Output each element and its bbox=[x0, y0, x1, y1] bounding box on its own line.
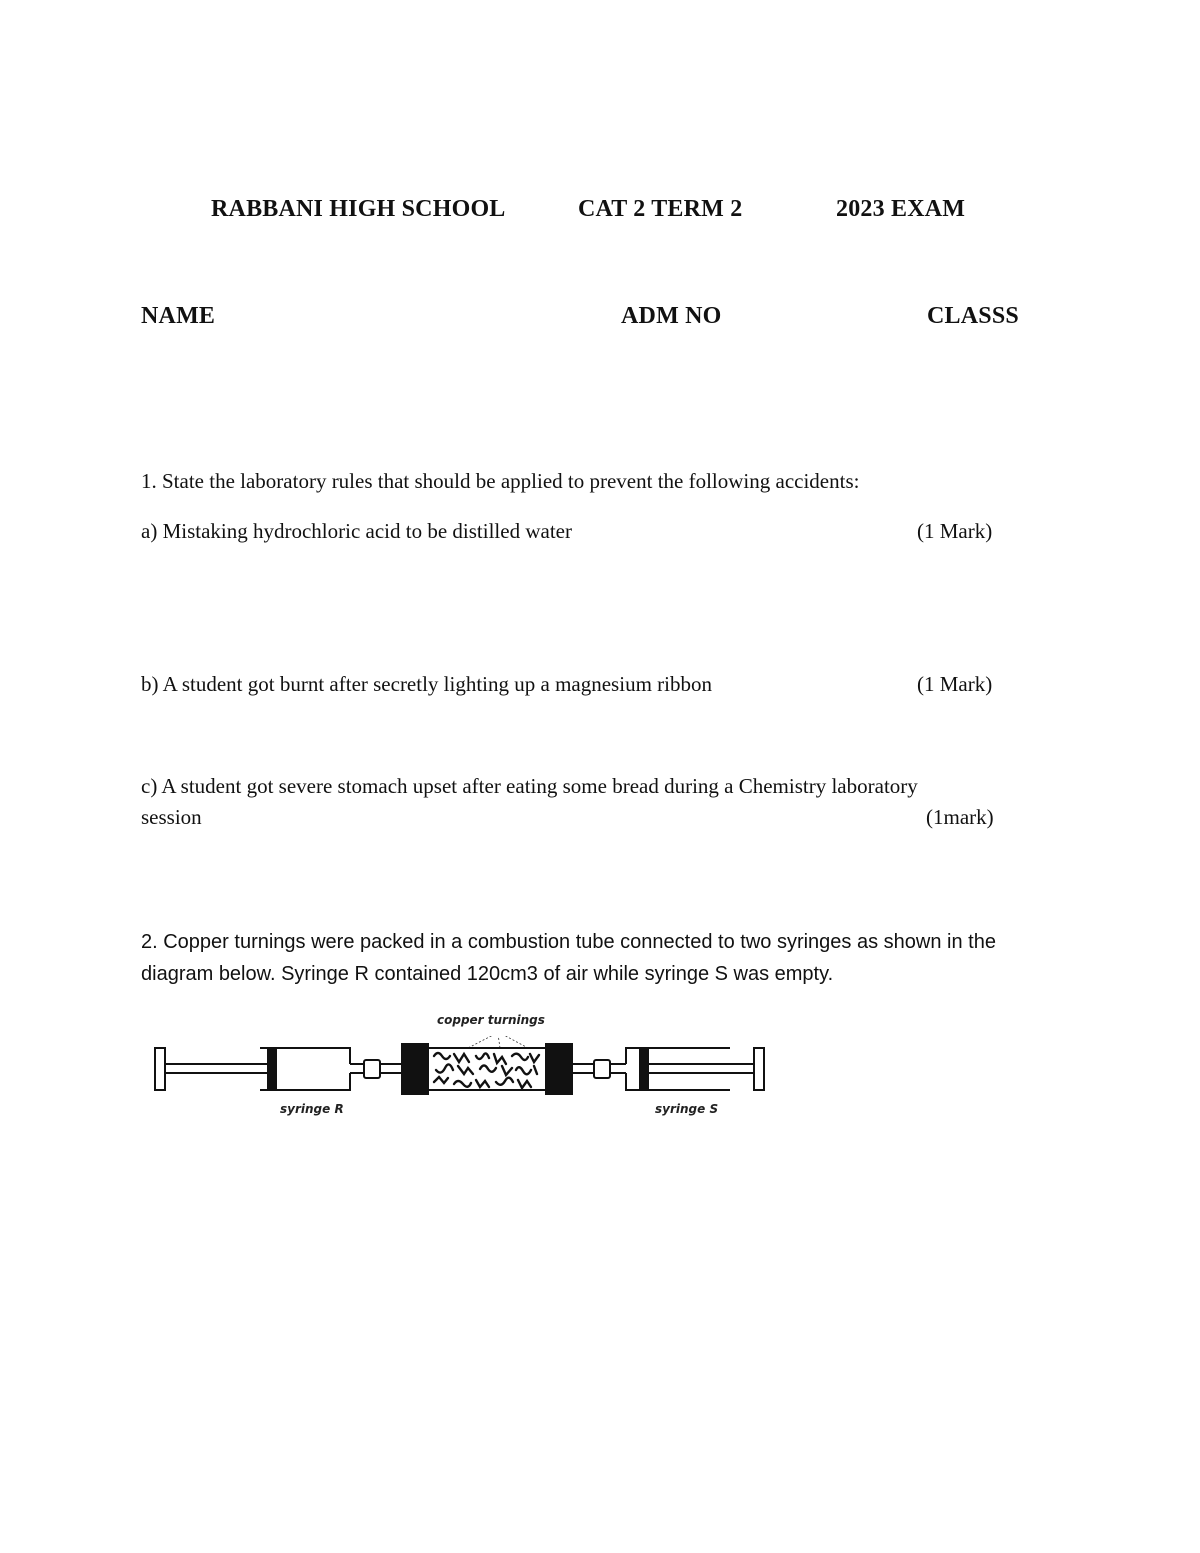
connector-right bbox=[572, 1060, 610, 1078]
syringe-r-label: syringe R bbox=[280, 1102, 344, 1116]
copper-turnings-label: copper turnings bbox=[437, 1013, 545, 1027]
label-pointer-lines bbox=[468, 1036, 528, 1048]
question-1c-marks: (1mark) bbox=[926, 805, 994, 829]
question-1a-marks: (1 Mark) bbox=[917, 519, 993, 543]
question-2-line1: 2. Copper turnings were packed in a combustion tube connected to two syringes as shown in the bbox=[141, 931, 996, 953]
syringe-s-label: syringe S bbox=[655, 1102, 719, 1116]
syringe-r bbox=[155, 1048, 364, 1090]
class-field-label: CLASSS bbox=[927, 303, 1019, 329]
syringe-s bbox=[610, 1048, 764, 1090]
apparatus-diagram bbox=[150, 1036, 770, 1098]
question-1c-text-line2: session bbox=[141, 805, 202, 829]
question-2-line2: diagram below. Syringe R contained 120cm3 of air while syringe S was empty. bbox=[141, 963, 834, 985]
question-1a-text: a) Mistaking hydrochloric acid to be distilled water bbox=[141, 519, 572, 543]
copper-turnings bbox=[434, 1053, 539, 1088]
question-1c-text-line1: c) A student got severe stomach upset after eating some bread during a Chemistry laboratory bbox=[141, 774, 918, 798]
question-1-stem: 1. State the laboratory rules that should be applied to prevent the following accidents: bbox=[141, 469, 860, 493]
school-name: RABBANI HIGH SCHOOL bbox=[211, 196, 506, 222]
question-1b-text: b) A student got burnt after secretly lighting up a magnesium ribbon bbox=[141, 672, 712, 696]
name-field-label: NAME bbox=[141, 303, 216, 329]
question-1b-marks: (1 Mark) bbox=[917, 672, 993, 696]
exam-cat-term: CAT 2 TERM 2 bbox=[578, 196, 743, 222]
adm-no-field-label: ADM NO bbox=[621, 303, 722, 329]
connector-left bbox=[364, 1060, 402, 1078]
exam-year: 2023 EXAM bbox=[836, 196, 966, 222]
